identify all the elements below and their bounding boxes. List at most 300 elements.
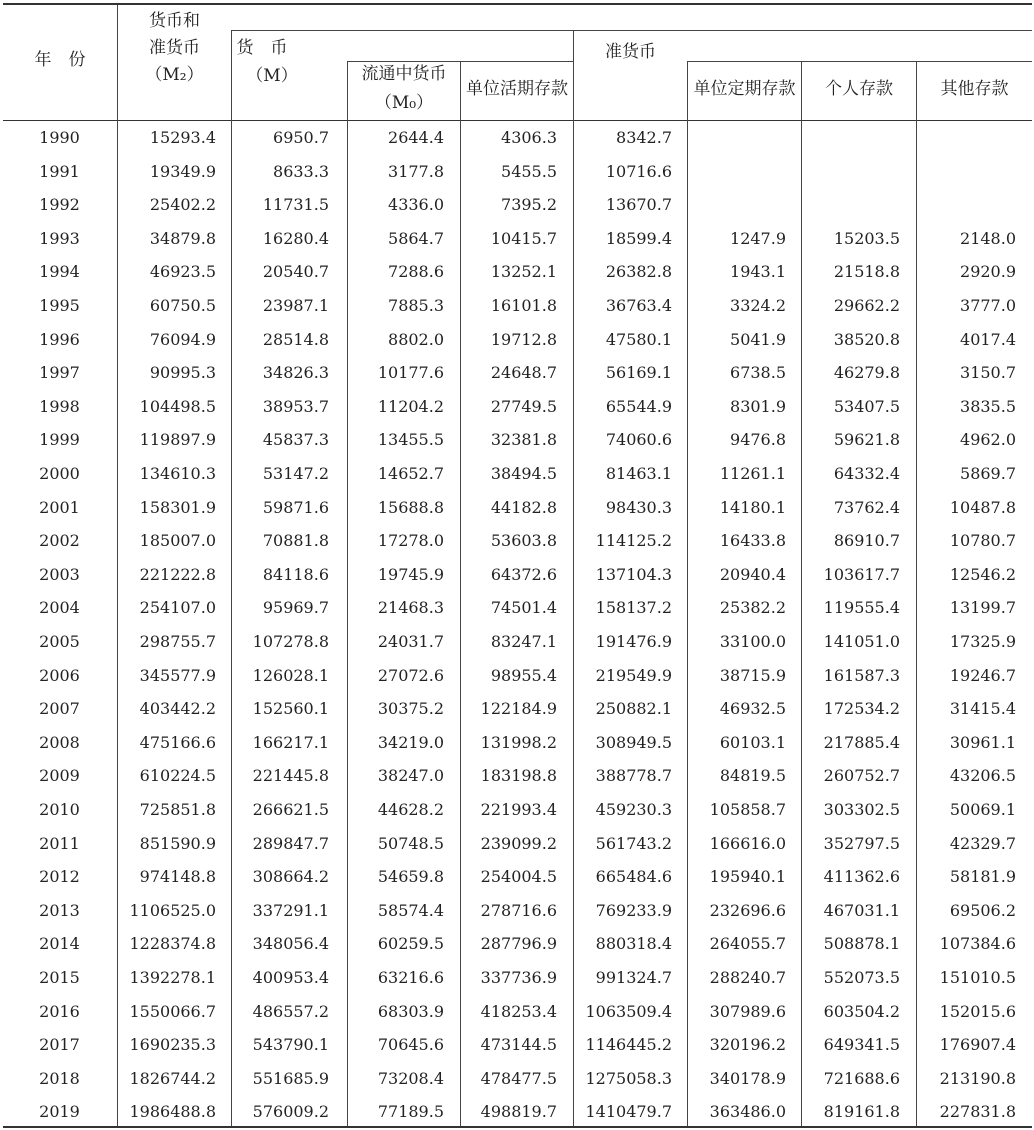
cell-other: 2920.9 [960,262,1016,282]
table-row [0,625,1034,659]
table-row [0,121,1034,155]
cell-time: 16433.8 [719,531,786,551]
cell-time: 5041.9 [730,329,786,349]
cell-time: 340178.9 [709,1068,786,1088]
cell-time: 25382.2 [719,598,786,618]
cell-personal: 21518.8 [833,262,900,282]
cell-year: 2002 [39,531,80,551]
cell-m2: 610224.5 [139,766,216,786]
cell-m: 28514.8 [262,329,329,349]
cell-m0: 10177.6 [377,363,444,383]
cell-year: 1991 [39,161,80,181]
cell-other: 4962.0 [960,430,1016,450]
cell-demand: 27749.5 [490,396,557,416]
cell-other: 10780.7 [949,531,1016,551]
table-row [0,155,1034,189]
cell-m0: 7288.6 [388,262,444,282]
cell-time: 33100.0 [719,632,786,651]
table-row [0,289,1034,323]
cell-m: 107278.8 [252,632,329,651]
cell-year: 2015 [39,968,80,987]
cell-m2: 185007.0 [139,531,216,551]
cell-quasi: 1063509.4 [585,1001,672,1021]
cell-m2: 221222.8 [139,564,216,584]
cell-demand: 74501.4 [490,598,557,618]
cell-quasi: 1275058.3 [585,1068,672,1088]
cell-m2: 1986488.8 [129,1102,216,1122]
cell-m0: 24031.7 [377,632,444,651]
cell-year: 2000 [39,464,80,483]
cell-m: 84118.6 [262,564,329,584]
cell-demand: 4306.3 [501,128,557,147]
cell-time: 232696.6 [709,900,786,920]
cell-other: 19246.7 [949,665,1016,685]
header-m2-line3: （M₂） [145,65,204,85]
table-row [0,659,1034,693]
table-row [0,524,1034,558]
cell-time: 105858.7 [709,800,786,819]
table-row [0,726,1034,760]
cell-m2: 1550066.7 [129,1001,216,1021]
cell-demand: 53603.8 [490,531,557,551]
cell-other: 151010.5 [939,968,1016,987]
cell-m: 16280.4 [262,228,329,248]
table-row [0,323,1034,357]
cell-m: 551685.9 [252,1068,329,1088]
cell-m0: 19745.9 [377,564,444,584]
cell-m: 152560.1 [252,699,329,719]
cell-m: 543790.1 [252,1035,329,1055]
cell-time: 60103.1 [719,732,786,752]
cell-year: 1999 [39,430,80,450]
cell-other: 58181.9 [949,867,1016,887]
cell-quasi: 137104.3 [595,564,672,584]
cell-other: 43206.5 [949,766,1016,786]
cell-quasi: 26382.8 [605,262,672,282]
cell-m2: 1228374.8 [129,934,216,954]
cell-m2: 104498.5 [139,396,216,416]
cell-quasi: 65544.9 [605,396,672,416]
header-m-line2: （M） [246,66,298,86]
cell-other: 50069.1 [949,800,1016,819]
cell-other: 10487.8 [949,497,1016,517]
cell-time: 9476.8 [730,430,786,450]
table-row [0,827,1034,861]
cell-m0: 38247.0 [377,766,444,786]
cell-personal: 86910.7 [833,531,900,551]
cell-m2: 1690235.3 [129,1035,216,1055]
cell-demand: 239099.2 [480,833,557,853]
table-row [0,423,1034,457]
cell-other: 30961.1 [949,732,1016,752]
cell-personal: 260752.7 [823,766,900,786]
cell-m0: 70645.6 [377,1035,444,1055]
header-m-line1: 货 币 [236,38,288,58]
header-personal-deposits: 个人存款 [825,79,893,99]
cell-other: 5869.7 [960,464,1016,483]
cell-m0: 54659.8 [377,867,444,887]
cell-year: 2019 [39,1102,80,1122]
table-row [0,759,1034,793]
table-row [0,793,1034,827]
cell-quasi: 1410479.7 [585,1102,672,1122]
cell-m0: 58574.4 [377,900,444,920]
header-time-deposits: 单位定期存款 [693,79,796,99]
cell-m2: 345577.9 [139,665,216,685]
cell-other: 227831.8 [939,1102,1016,1122]
cell-quasi: 74060.6 [605,430,672,450]
cell-quasi: 18599.4 [605,228,672,248]
cell-time: 3324.2 [730,296,786,315]
cell-m: 38953.7 [262,396,329,416]
cell-personal: 508878.1 [823,934,900,954]
cell-other: 107384.6 [939,934,1016,954]
cell-m0: 2644.4 [388,128,444,147]
cell-m0: 7885.3 [388,296,444,315]
cell-year: 2005 [39,632,80,651]
group-rule [231,30,1032,31]
cell-year: 1993 [39,228,80,248]
cell-other: 152015.6 [939,1001,1016,1021]
cell-year: 2006 [39,665,80,685]
table-row [0,188,1034,222]
cell-time: 46932.5 [719,699,786,719]
cell-personal: 649341.5 [823,1035,900,1055]
cell-demand: 19712.8 [490,329,557,349]
cell-other: 176907.4 [939,1035,1016,1055]
cell-personal: 303302.5 [823,800,900,819]
cell-demand: 287796.9 [480,934,557,954]
header-m2-line1: 货币和 [149,11,200,31]
cell-demand: 64372.6 [490,564,557,584]
cell-demand: 337736.9 [480,968,557,987]
cell-m2: 298755.7 [139,632,216,651]
cell-m: 8633.3 [273,161,329,181]
cell-quasi: 81463.1 [605,464,672,483]
cell-personal: 172534.2 [823,699,900,719]
table-row [0,995,1034,1029]
table-row [0,927,1034,961]
cell-m2: 475166.6 [139,732,216,752]
cell-m2: 254107.0 [139,598,216,618]
table-row [0,860,1034,894]
table-row [0,222,1034,256]
cell-personal: 352797.5 [823,833,900,853]
table-row [0,457,1034,491]
cell-time: 38715.9 [719,665,786,685]
cell-m2: 134610.3 [139,464,216,483]
cell-m: 34826.3 [262,363,329,383]
cell-m0: 44628.2 [377,800,444,819]
cell-year: 1997 [39,363,80,383]
cell-demand: 498819.7 [480,1102,557,1122]
cell-demand: 44182.8 [490,497,557,517]
cell-demand: 13252.1 [490,262,557,282]
cell-quasi: 56169.1 [605,363,672,383]
cell-time: 195940.1 [709,867,786,887]
cell-year: 2004 [39,598,80,618]
cell-m0: 63216.6 [377,968,444,987]
cell-m0: 73208.4 [377,1068,444,1088]
cell-quasi: 561743.2 [595,833,672,853]
cell-year: 1990 [39,128,80,147]
cell-time: 264055.7 [709,934,786,954]
table-row [0,591,1034,625]
cell-personal: 161587.3 [823,665,900,685]
cell-m2: 158301.9 [139,497,216,517]
cell-m: 53147.2 [262,464,329,483]
cell-time: 288240.7 [709,968,786,987]
cell-demand: 254004.5 [480,867,557,887]
header-m2-line2: 准货币 [149,38,200,58]
cell-m2: 46923.5 [149,262,216,282]
cell-personal: 46279.8 [833,363,900,383]
header-quasi-money: 准货币 [605,42,656,62]
cell-m0: 8802.0 [388,329,444,349]
cell-other: 12546.2 [949,564,1016,584]
cell-personal: 141051.0 [823,632,900,651]
cell-m: 6950.7 [273,128,329,147]
cell-personal: 552073.5 [823,968,900,987]
header-other-deposits: 其他存款 [940,79,1009,99]
cell-personal: 217885.4 [823,732,900,752]
cell-personal: 819161.8 [823,1102,900,1122]
cell-quasi: 158137.2 [595,598,672,618]
cell-m0: 50748.5 [377,833,444,853]
cell-personal: 64332.4 [833,464,900,483]
cell-demand: 221993.4 [480,800,557,819]
cell-personal: 103617.7 [823,564,900,584]
cell-quasi: 880318.4 [595,934,672,954]
cell-personal: 53407.5 [833,396,900,416]
table-row [0,558,1034,592]
cell-personal: 59621.8 [833,430,900,450]
cell-quasi: 219549.9 [595,665,672,685]
cell-year: 2010 [39,800,80,819]
cell-m0: 17278.0 [377,531,444,551]
cell-year: 2013 [39,900,80,920]
cell-m: 289847.7 [252,833,329,853]
cell-quasi: 991324.7 [595,968,672,987]
cell-m: 45837.3 [262,430,329,450]
cell-m: 337291.1 [252,900,329,920]
cell-m2: 19349.9 [149,161,216,181]
cell-year: 2007 [39,699,80,719]
cell-demand: 7395.2 [501,195,557,215]
table-row [0,692,1034,726]
cell-time: 8301.9 [730,396,786,416]
cell-personal: 15203.5 [833,228,900,248]
cell-year: 1996 [39,329,80,349]
cell-m: 95969.7 [262,598,329,618]
cell-year: 2014 [39,934,80,954]
cell-year: 2001 [39,497,80,517]
cell-quasi: 191476.9 [595,632,672,651]
cell-year: 2009 [39,766,80,786]
cell-personal: 119555.4 [823,598,900,618]
cell-quasi: 36763.4 [605,296,672,315]
cell-quasi: 10716.6 [605,161,672,181]
cell-other: 3777.0 [960,296,1016,315]
cell-m: 400953.4 [252,968,329,987]
cell-m: 126028.1 [252,665,329,685]
cell-personal: 38520.8 [833,329,900,349]
cell-other: 13199.7 [949,598,1016,618]
cell-m0: 13455.5 [377,430,444,450]
cell-quasi: 308949.5 [595,732,672,752]
cell-personal: 721688.6 [823,1068,900,1088]
cell-m: 266621.5 [252,800,329,819]
cell-time: 11261.1 [719,464,786,483]
cell-quasi: 769233.9 [595,900,672,920]
cell-demand: 5455.5 [501,161,557,181]
cell-m2: 974148.8 [139,867,216,887]
cell-m0: 21468.3 [377,598,444,618]
cell-year: 2011 [39,833,80,853]
cell-m2: 25402.2 [149,195,216,215]
cell-year: 1995 [39,296,80,315]
cell-quasi: 665484.6 [595,867,672,887]
cell-quasi: 459230.3 [595,800,672,819]
table-row [0,961,1034,995]
cell-year: 2008 [39,732,80,752]
cell-demand: 418253.4 [480,1001,557,1021]
table-row [0,491,1034,525]
cell-quasi: 114125.2 [595,531,672,551]
table-row [0,894,1034,928]
cell-quasi: 13670.7 [605,195,672,215]
cell-other: 3150.7 [960,363,1016,383]
cell-year: 2017 [39,1035,80,1055]
cell-m0: 11204.2 [377,396,444,416]
cell-other: 3835.5 [960,396,1016,416]
header-demand-deposits: 单位活期存款 [466,79,568,99]
cell-time: 307989.6 [709,1001,786,1021]
cell-m: 70881.8 [262,531,329,551]
cell-year: 2012 [39,867,80,887]
table-row [0,356,1034,390]
cell-m: 11731.5 [262,195,329,215]
cell-personal: 73762.4 [833,497,900,517]
cell-m0: 30375.2 [377,699,444,719]
cell-time: 1943.1 [730,262,786,282]
cell-demand: 10415.7 [490,228,557,248]
cell-other: 213190.8 [939,1068,1016,1088]
cell-time: 166616.0 [709,833,786,853]
cell-time: 363486.0 [709,1102,786,1122]
cell-m2: 1106525.0 [129,900,216,920]
cell-m2: 76094.9 [149,329,216,349]
header-year: 年 份 [34,50,86,70]
cell-m0: 68303.9 [377,1001,444,1021]
cell-m2: 60750.5 [149,296,216,315]
cell-m: 348056.4 [252,934,329,954]
cell-time: 6738.5 [730,363,786,383]
top-rule [3,3,1032,5]
cell-year: 2016 [39,1001,80,1021]
cell-time: 320196.2 [709,1035,786,1055]
cell-other: 69506.2 [949,900,1016,920]
cell-quasi: 250882.1 [595,699,672,719]
cell-quasi: 388778.7 [595,766,672,786]
cell-personal: 603504.2 [823,1001,900,1021]
cell-demand: 278716.6 [480,900,557,920]
cell-m2: 725851.8 [139,800,216,819]
cell-demand: 478477.5 [480,1068,557,1088]
cell-quasi: 47580.1 [605,329,672,349]
cell-m2: 851590.9 [139,833,216,853]
cell-m: 308664.2 [252,867,329,887]
cell-personal: 467031.1 [823,900,900,920]
cell-year: 1998 [39,396,80,416]
cell-m0: 15688.8 [377,497,444,517]
cell-m2: 34879.8 [149,228,216,248]
cell-m2: 119897.9 [139,430,216,450]
cell-m: 20540.7 [262,262,329,282]
cell-personal: 29662.2 [833,296,900,315]
cell-other: 4017.4 [960,329,1016,349]
cell-m: 576009.2 [252,1102,329,1122]
cell-time: 84819.5 [719,766,786,786]
table-row [0,1095,1034,1129]
cell-demand: 98955.4 [490,665,557,685]
cell-demand: 183198.8 [480,766,557,786]
cell-quasi: 8342.7 [616,128,672,147]
cell-year: 2018 [39,1068,80,1088]
cell-m: 166217.1 [252,732,329,752]
cell-m0: 77189.5 [377,1102,444,1122]
cell-other: 2148.0 [960,228,1016,248]
cell-other: 31415.4 [949,699,1016,719]
cell-quasi: 1146445.2 [585,1035,672,1055]
cell-m0: 14652.7 [377,464,444,483]
table-row [0,1062,1034,1096]
cell-m2: 90995.3 [149,363,216,383]
cell-demand: 473144.5 [480,1035,557,1055]
cell-demand: 38494.5 [490,464,557,483]
cell-demand: 122184.9 [480,699,557,719]
cell-time: 14180.1 [719,497,786,517]
cell-m0: 34219.0 [377,732,444,752]
cell-other: 17325.9 [949,632,1016,651]
cell-other: 42329.7 [949,833,1016,853]
header-m0-line1: 流通中货币 [361,64,447,84]
cell-m0: 5864.7 [388,228,444,248]
cell-demand: 83247.1 [490,632,557,651]
cell-demand: 16101.8 [490,296,557,315]
cell-m0: 4336.0 [388,195,444,215]
cell-time: 20940.4 [719,564,786,584]
cell-m2: 15293.4 [149,128,216,147]
table-row [0,390,1034,424]
table-row [0,1028,1034,1062]
cell-m2: 1392278.1 [129,968,216,987]
cell-quasi: 98430.3 [605,497,672,517]
header-m0-line2: （M₀） [374,93,434,113]
cell-m0: 3177.8 [388,161,444,181]
table-row [0,255,1034,289]
cell-personal: 411362.6 [823,867,900,887]
cell-m0: 27072.6 [377,665,444,685]
subgroup-rule-quasi [687,61,1032,62]
cell-m: 23987.1 [262,296,329,315]
cell-m2: 403442.2 [139,699,216,719]
cell-year: 2003 [39,564,80,584]
cell-demand: 131998.2 [480,732,557,752]
cell-m: 59871.6 [262,497,329,517]
cell-m: 221445.8 [252,766,329,786]
cell-m0: 60259.5 [377,934,444,954]
